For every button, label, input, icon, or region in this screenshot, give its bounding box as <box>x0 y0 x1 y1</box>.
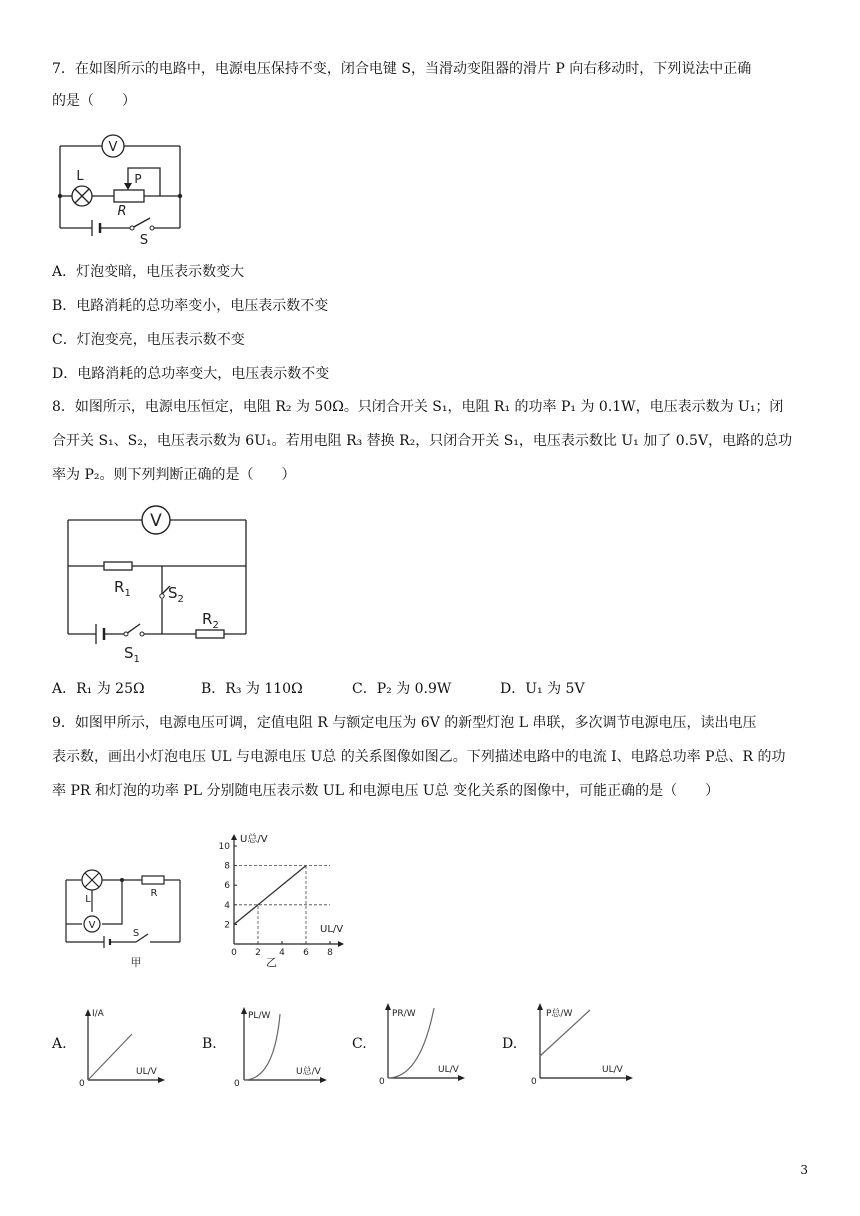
x-tick-label: 4 <box>279 948 285 958</box>
q9-jia-voltmeter-label: V <box>88 920 96 931</box>
q8-circuit-diagram <box>60 502 260 664</box>
q9-option-c-letter: C. <box>352 1036 367 1052</box>
q9-option-a-ylabel: I/A <box>92 1009 104 1019</box>
q8-s1-label: $S_1$ <box>124 644 140 665</box>
q9-option-d-graph <box>528 1000 638 1086</box>
q8-voltmeter-label: V <box>150 511 162 531</box>
q9-option-b-origin: 0 <box>234 1079 240 1089</box>
q7-voltmeter-label: V <box>108 140 118 155</box>
q8-r2-label: $R_2$ <box>202 610 219 631</box>
q9-option-d-origin: 0 <box>531 1077 537 1087</box>
q8-r1-label: $R_1$ <box>114 578 131 599</box>
q9-jia-caption: 甲 <box>130 956 142 969</box>
x-tick-label: 0 <box>231 948 237 958</box>
y-tick-label: 8 <box>224 861 230 872</box>
q7-stem-line2: 的是（ ） <box>52 93 136 109</box>
y-axis-arrow <box>231 834 237 840</box>
q8-stem-line1: 8．如图所示，电源电压恒定，电阻 R₂ 为 50Ω。只闭合开关 S₁，电阻 R₁ 的功率 P₁ 为 0.1W，电压表示数为 U₁；闭 <box>52 399 784 415</box>
q9-option-b-xlabel: U总/V <box>296 1067 321 1077</box>
x-tick-label: 2 <box>255 948 261 958</box>
q9-option-c-graph <box>378 1000 468 1086</box>
q8-option-c: C．P₂ 为 0.9W <box>352 681 452 697</box>
q9-jia-switch-label: S <box>132 928 140 939</box>
x-tick-label: 8 <box>327 948 333 958</box>
q7-option-d: D．电路消耗的总功率变大，电压表示数不变 <box>52 366 330 382</box>
q9-jia-resistor-label: R <box>150 888 158 899</box>
q9-option-a-graph <box>78 1006 168 1088</box>
q7-stem-line1: 7．在如图所示的电路中，电源电压保持不变，闭合电键 S，当滑动变阻器的滑片 P 向右移动时，下列说法中正确 <box>52 61 752 77</box>
q9-option-b-ylabel: PL/W <box>248 1011 271 1021</box>
x-axis-arrow <box>338 941 344 947</box>
page-number: 3 <box>800 1163 808 1177</box>
q9-stem-line2: 表示数，画出小灯泡电压 UL 与电源电压 U总 的关系图像如图乙。下列描述电路中的电流 I、电路总功率 P总、R 的功 <box>52 749 786 765</box>
chart-xlabel: UL/V <box>320 924 344 935</box>
q9-option-a-origin: 0 <box>79 1079 85 1089</box>
q8-option-d: D．U₁ 为 5V <box>500 681 585 697</box>
q8-option-a: A．R₁ 为 25Ω <box>52 681 145 697</box>
q9-option-d-ylabel: P总/W <box>546 1009 573 1019</box>
q9-option-d-letter: D. <box>502 1036 518 1052</box>
q9-option-b-letter: B. <box>202 1036 217 1052</box>
q9-option-a-xlabel: UL/V <box>136 1067 157 1077</box>
chart-ylabel: U总/V <box>240 834 268 845</box>
q8-option-b: B．R₃ 为 110Ω <box>201 681 303 697</box>
q7-option-b: B．电路消耗的总功率变小，电压表示数不变 <box>52 298 329 314</box>
q9-graph-yi <box>212 826 362 972</box>
y-tick-label: 4 <box>224 900 230 911</box>
chart-caption: 乙 <box>266 956 277 969</box>
q8-stem-line3: 率为 P₂。则下列判断正确的是（ ） <box>52 467 296 483</box>
q7-circuit-diagram <box>52 128 192 246</box>
q8-stem-line2: 合开关 S₁、S₂，电压表示数为 6U₁。若用电阻 R₃ 替换 R₂，只闭合开关 S₁，电压表示数比 U₁ 加了 0.5V，电路的总功 <box>52 433 793 449</box>
q7-lamp-label: L <box>76 169 84 184</box>
y-tick-label: 2 <box>224 920 230 931</box>
series-line <box>234 866 306 925</box>
q9-jia-lamp-label: L <box>85 894 91 905</box>
q7-resistor-label: R <box>117 204 127 219</box>
x-tick-label: 6 <box>303 948 309 958</box>
q7-option-a: A．灯泡变暗，电压表示数变大 <box>52 264 245 280</box>
q9-option-c-origin: 0 <box>379 1077 385 1087</box>
q7-switch-label: S <box>139 233 149 248</box>
q9-option-a-letter: A. <box>52 1036 67 1052</box>
q9-stem-line3: 率 PR 和灯泡的功率 PL 分别随电压表示数 UL 和电源电压 U总 变化关系的图像中，可能正确的是（ ） <box>52 783 720 799</box>
q8-s2-label: $S_2$ <box>168 584 184 605</box>
q9-option-c-xlabel: UL/V <box>438 1065 459 1075</box>
y-tick-label: 6 <box>224 881 230 892</box>
q7-option-c: C．灯泡变亮，电压表示数不变 <box>52 332 245 348</box>
y-tick-label: 10 <box>218 842 230 852</box>
q9-option-b-graph <box>230 1004 330 1088</box>
q9-option-c-ylabel: PR/W <box>392 1009 416 1019</box>
q9-option-d-xlabel: UL/V <box>602 1065 623 1075</box>
q9-stem-line1: 9．如图甲所示，电源电压可调，定值电阻 R 与额定电压为 6V 的新型灯泡 L 串联，多次调节电源电压，读出电压 <box>52 715 757 731</box>
q9-circuit-jia <box>62 868 184 970</box>
q7-slider-label: P <box>134 172 142 186</box>
